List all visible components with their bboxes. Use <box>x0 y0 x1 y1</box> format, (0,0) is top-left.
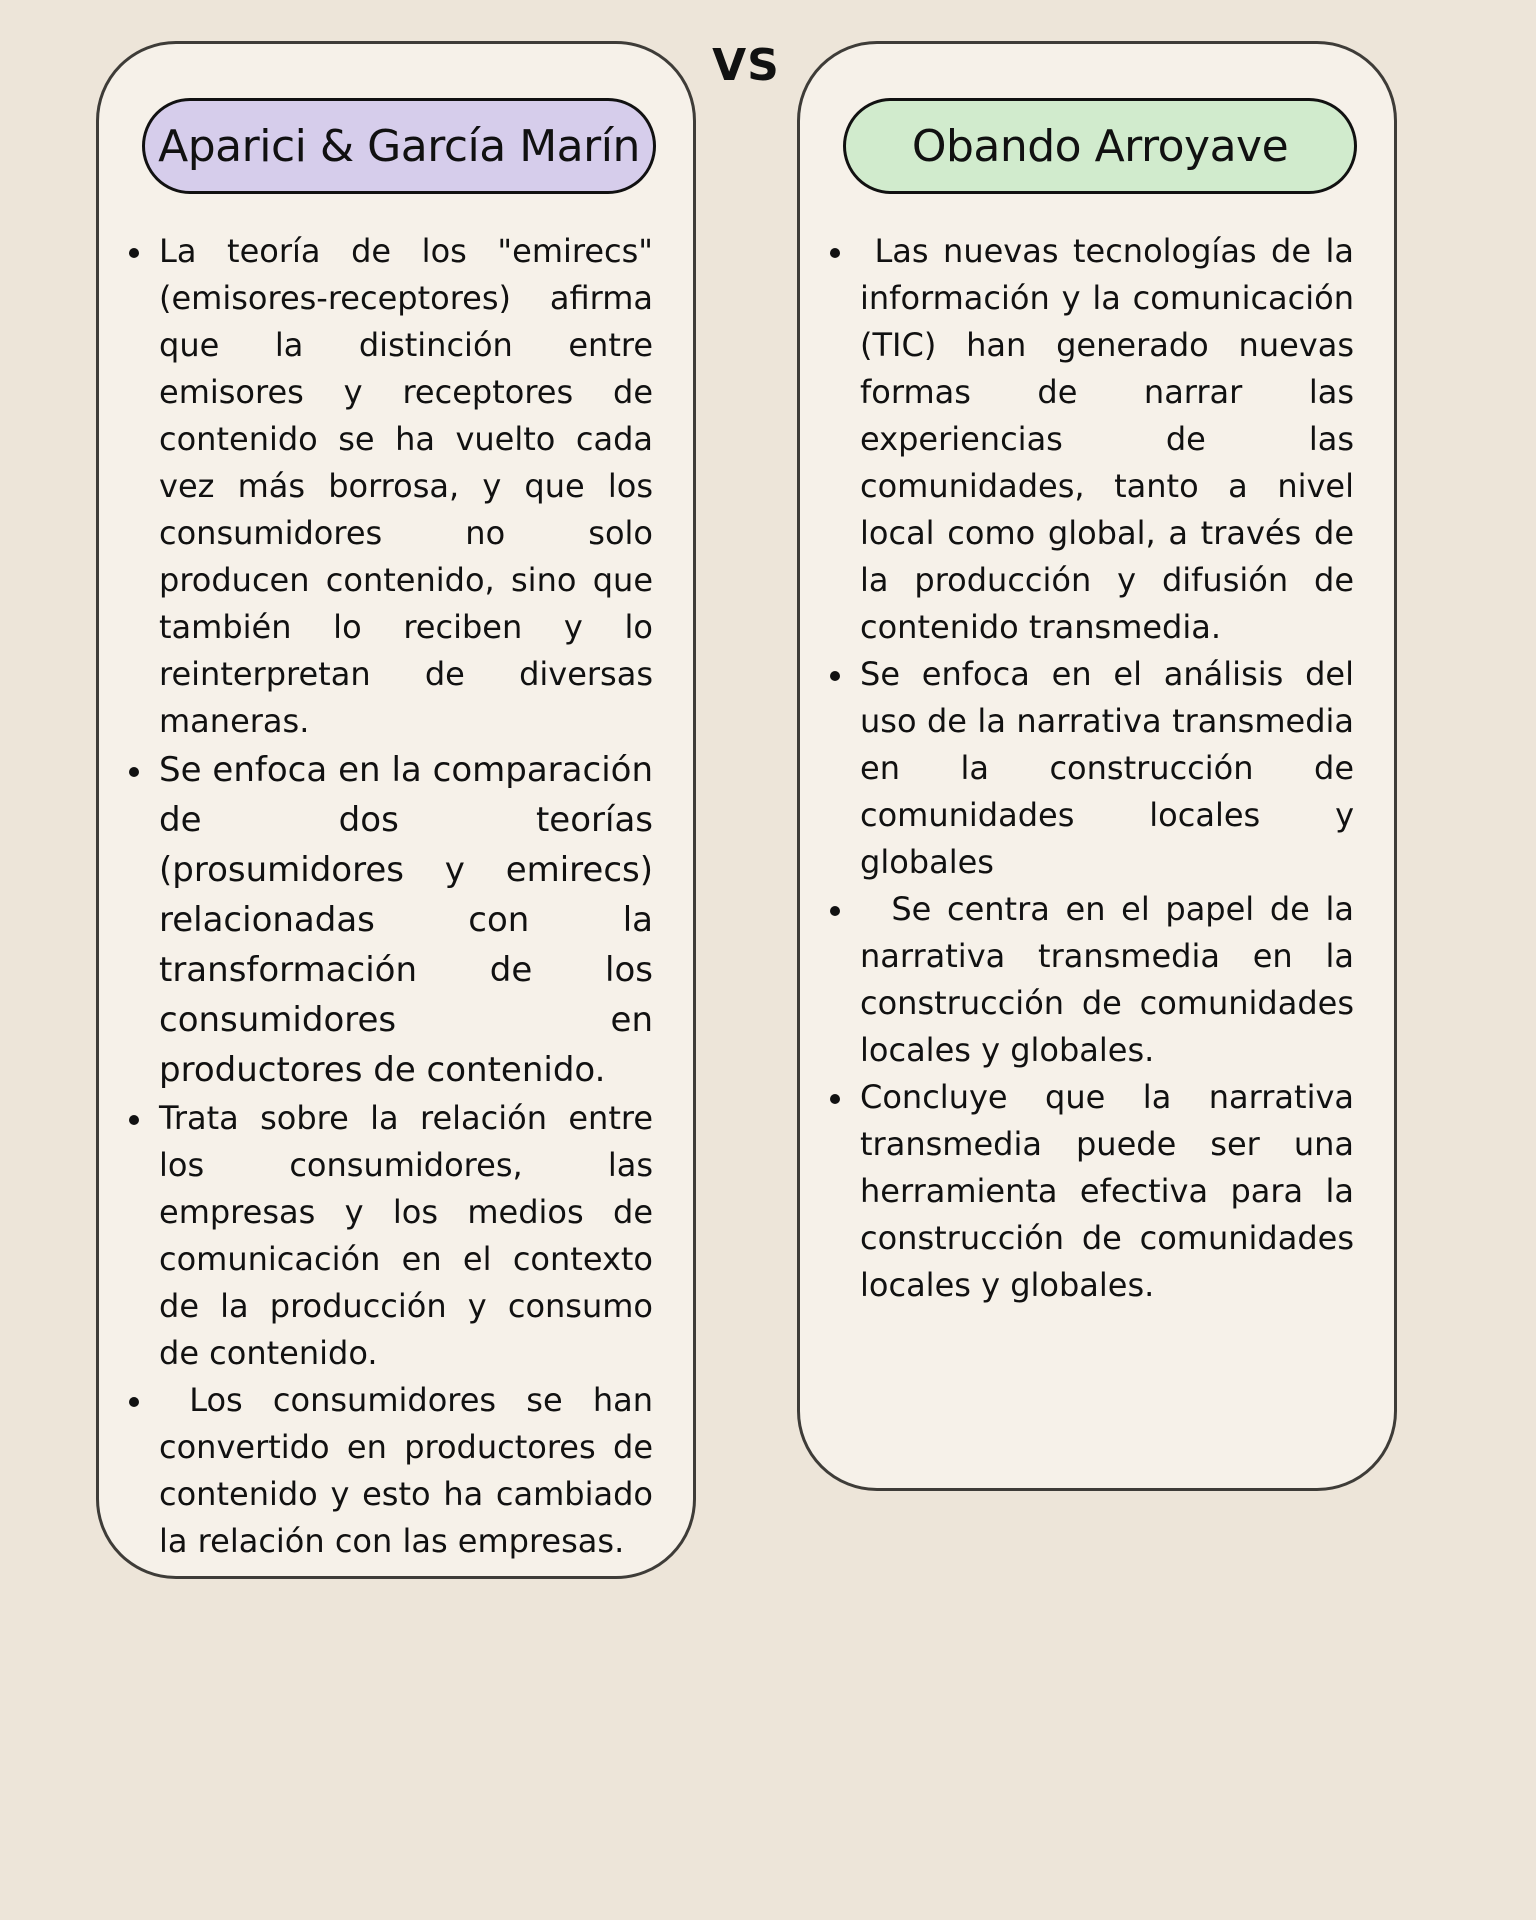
right-point-4 <box>860 1074 1354 1309</box>
vs-label: VS <box>712 40 780 91</box>
bullet-icon <box>830 906 840 916</box>
left-point-2-text: Se enfoca en la comparación de dos teorías (prosumidores y emirecs) relacionadas con la transformación de los consumidores en productores de contenido. <box>159 750 653 1090</box>
bullet-icon <box>830 248 840 258</box>
left-point-1-text: La teoría de los "emirecs" (emisores-receptores) afirma que la distinción entre emisores y receptores de contenido se ha vuelto cada vez más borrosa, y que los consumidores no solo producen contenido, sino que también lo reciben y lo reinterpretan de diversas maneras. <box>159 232 653 740</box>
right-point-2 <box>860 651 1354 886</box>
left-card-title: Aparici & García Marín <box>142 98 656 194</box>
right-points-list <box>860 228 1365 1309</box>
left-point-2 <box>159 745 653 1095</box>
right-point-1 <box>860 228 1365 651</box>
bullet-icon <box>129 1397 139 1407</box>
right-point-4-text: Concluye que la narrativa transmedia puede ser una herramienta efectiva para la construcción de comunidades locales y globales. <box>860 1078 1354 1304</box>
right-comparison-card <box>797 41 1397 1491</box>
left-comparison-card <box>96 41 696 1579</box>
right-card-title: Obando Arroyave <box>843 98 1357 194</box>
bullet-icon <box>129 1115 139 1125</box>
left-point-4 <box>159 1377 664 1565</box>
right-point-3 <box>860 886 1365 1074</box>
right-point-2-text: Se enfoca en el análisis del uso de la narrativa transmedia en la construcción de comunidades locales y globales <box>860 655 1354 881</box>
bullet-icon <box>830 671 840 681</box>
left-point-3 <box>159 1095 653 1377</box>
bullet-icon <box>129 767 139 777</box>
left-point-3-text: Trata sobre la relación entre los consumidores, las empresas y los medios de comunicación en el contexto de la producción y consumo de contenido. <box>159 1099 653 1372</box>
bullet-icon <box>129 248 139 258</box>
right-point-1-text: Las nuevas tecnologías de la información y la comunicación (TIC) han generado nuevas formas de narrar las experiencias de las comunidades, tanto a nivel local como global, a través de la producción y difusión de contenido transmedia. <box>860 232 1365 646</box>
right-point-3-text: Se centra en el papel de la narrativa transmedia en la construcción de comunidades locales y globales. <box>860 890 1365 1069</box>
left-points-list <box>159 228 664 1565</box>
bullet-icon <box>830 1094 840 1104</box>
left-point-4-text: Los consumidores se han convertido en productores de contenido y esto ha cambiado la relación con las empresas. <box>159 1381 664 1560</box>
left-point-1 <box>159 228 653 745</box>
